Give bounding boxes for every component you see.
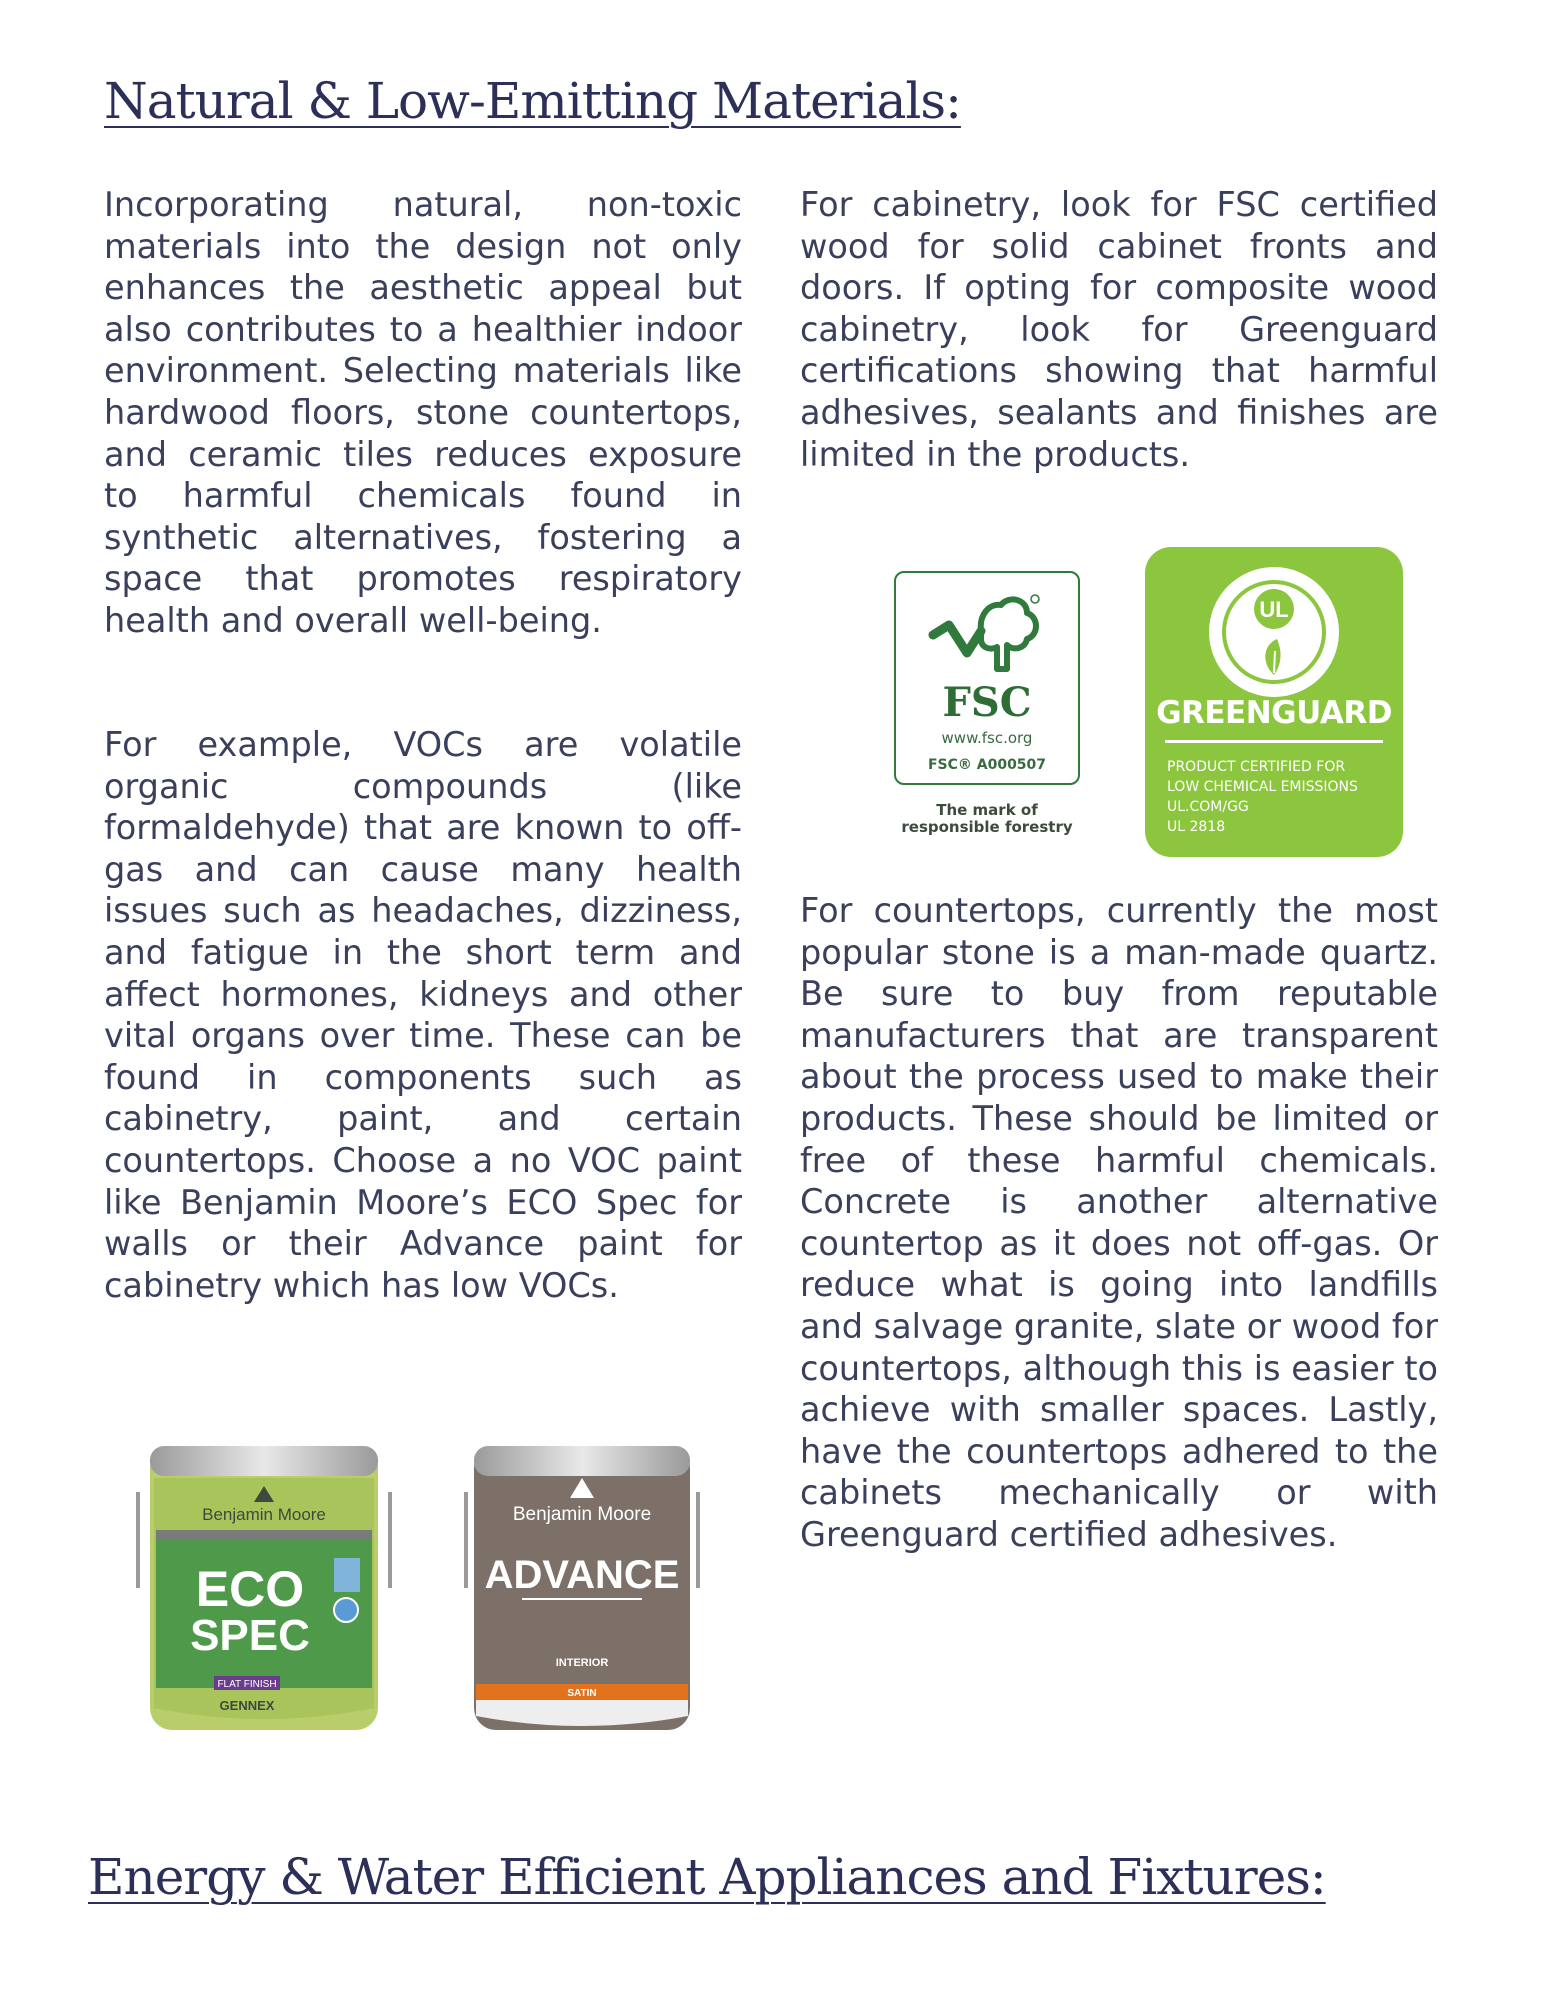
- greenguard-info-line: UL.COM/GG: [1167, 799, 1249, 815]
- paragraph-text: For countertops, currently the most popular stone is a man-made quartz. Be sure to buy from reputable manufacturers that are transparent about the process used to make their products. These should be limited or free of these harmful chemicals. Concrete is another alternative countertop as it does not off-gas. Or reduce what is going into landfills and salvage granite, slate or wood for countertops, although this is easier to achieve with smaller spaces. Lastly, have the countertops adhered to the cabinets mechanically or with Greenguard certified adhesives.: [800, 891, 1438, 1554]
- section-heading-natural-materials: Natural & Low-Emitting Materials:: [104, 72, 961, 130]
- eco-spec-name-line1: ECO: [195, 1561, 305, 1617]
- greenguard-info-line: PRODUCT CERTIFIED FOR: [1167, 759, 1346, 775]
- eco-spec-maker: GENNEX: [219, 1698, 275, 1713]
- advance-type: INTERIOR: [555, 1657, 609, 1669]
- fsc-caption-line: The mark of: [936, 801, 1038, 819]
- greenguard-divider: [1165, 740, 1383, 743]
- greenguard-info-line: UL 2818: [1167, 819, 1226, 835]
- ul-badge: [1209, 567, 1339, 697]
- fsc-url: www.fsc.org: [941, 729, 1033, 747]
- paragraph-text: Incorporating natural, non-toxic materials into the design not only enhances the aesthetic appeal but also contributes to a healthier indoor environment. Selecting materials like hardwood floors, stone countertops, and ceramic tiles reduces exposure to harmful chemicals found in synthetic alternatives, fostering a space that promotes respiratory health and overall well-being.: [104, 185, 742, 640]
- greenguard-name: GREENGUARD: [1156, 695, 1392, 731]
- fsc-caption-line: responsible forestry: [901, 818, 1073, 836]
- ul-leaf-icon: [1209, 567, 1339, 697]
- fsc-caption: [894, 802, 1080, 836]
- paragraph-text: For cabinetry, look for FSC certified wood for solid cabinet fronts and doors. If opting for composite wood cabinetry, look for Greenguard certifications showing that harmful adhesives, sealants and finishes are limited in the products.: [800, 185, 1438, 474]
- advance-name: ADVANCE: [484, 1553, 680, 1597]
- advance-paint-can: [462, 1438, 702, 1738]
- paragraph-natural-materials-intro: [104, 184, 742, 642]
- greenguard-info-line: LOW CHEMICAL EMISSIONS: [1167, 779, 1358, 795]
- paragraph-cabinetry: [800, 184, 1438, 475]
- eco-spec-brand: Benjamin Moore: [202, 1505, 326, 1524]
- section-heading-energy-water: Energy & Water Efficient Appliances and Fixtures:: [88, 1848, 1326, 1906]
- fsc-logo: [894, 571, 1080, 785]
- paragraph-text: For example, VOCs are volatile organic compounds (like formaldehyde) that are known to off-gas and can cause many health issues such as headaches, dizziness, and fatigue in the short term and affect hormones, kidneys and other vital organs over time. These can be found in components such as cabinetry, paint, and certain countertops. Choose a no VOC paint like Benjamin Moore’s ECO Spec for walls or their Advance paint for cabinetry which has low VOCs.: [104, 725, 742, 1305]
- paragraph-voc-example: [104, 724, 742, 1306]
- fsc-code: FSC® A000507: [927, 757, 1047, 773]
- fsc-tree-checkmark-icon: [927, 591, 1047, 677]
- greenguard-logo: [1145, 547, 1403, 857]
- eco-spec-paint-can: [134, 1438, 394, 1738]
- paragraph-countertops: [800, 890, 1438, 1556]
- eco-spec-name-line2: SPEC: [190, 1611, 310, 1660]
- fsc-name: FSC: [942, 679, 1032, 726]
- advance-brand: Benjamin Moore: [512, 1504, 652, 1525]
- ul-badge-text: UL: [1259, 597, 1289, 622]
- advance-finish: SATIN: [567, 1688, 597, 1699]
- eco-spec-finish: FLAT FINISH: [217, 1679, 277, 1690]
- greenguard-info: [1167, 757, 1358, 837]
